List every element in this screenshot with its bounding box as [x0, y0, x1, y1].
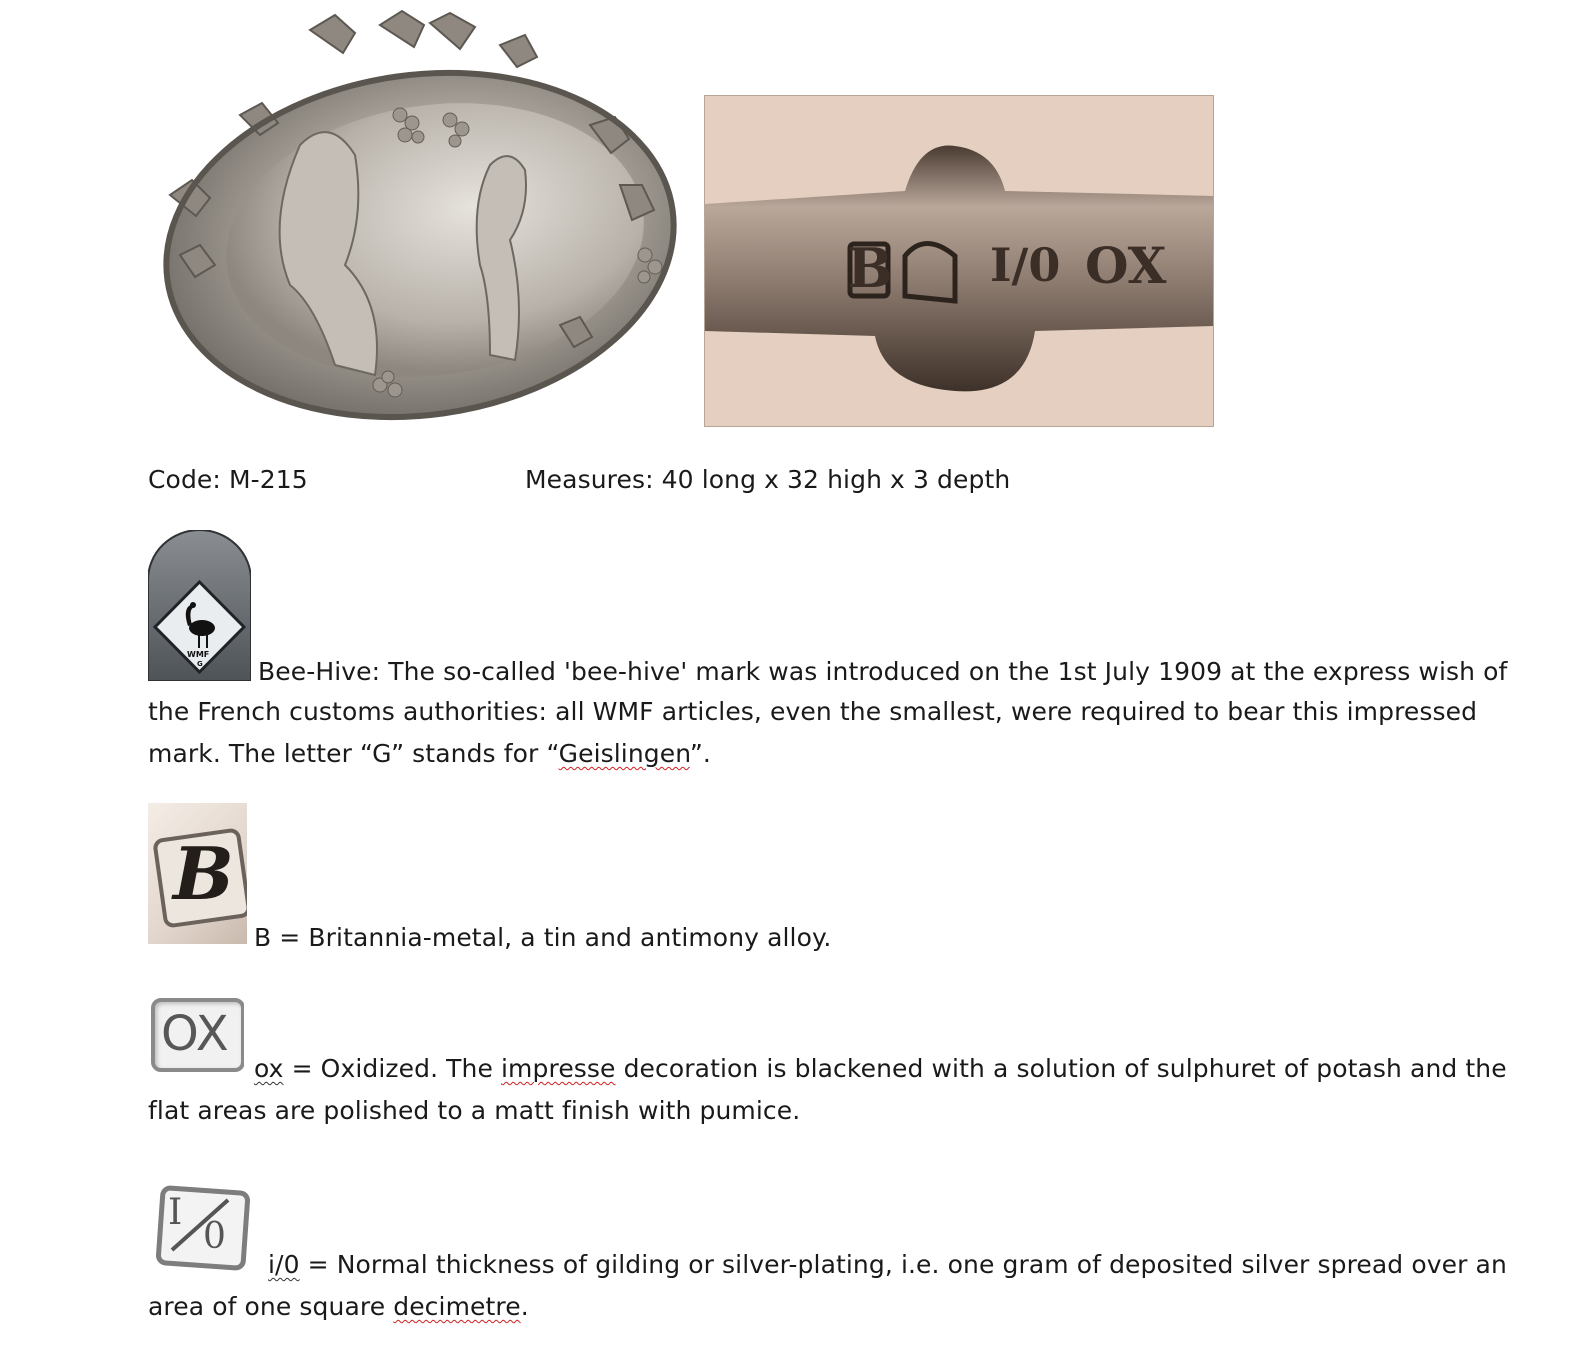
i0-line-2-post: . — [520, 1292, 529, 1321]
bee-hive-line-2: the French customs authorities: all WMF articles, even the smallest, were required to bear this impressed — [148, 697, 1478, 726]
ox-line-1 — [254, 1048, 1507, 1090]
ox-mark — [148, 993, 244, 1073]
ox-line-1-a: = Oxidized. The — [283, 1054, 502, 1083]
b-mark-glyph: B — [173, 831, 234, 916]
measures-label: Measures: 40 long x 32 high x 3 depth — [525, 465, 1011, 494]
ox-line-2: flat areas are polished to a matt finish with pumice. — [148, 1096, 801, 1125]
bee-hive-line-3 — [148, 733, 711, 775]
b-mark — [148, 803, 247, 944]
bee-hive-line-3-post: ”. — [689, 739, 711, 768]
geislingen-word: Geislingen — [558, 739, 690, 768]
decimetre-word: decimetre — [393, 1292, 521, 1321]
bee-hive-logo-text: WMF — [187, 650, 210, 659]
code-label: Code: M-215 — [148, 465, 308, 494]
ox-abbr: ox — [254, 1054, 284, 1083]
i0-slash — [150, 1180, 254, 1272]
i0-line-2-pre: area of one square — [148, 1292, 394, 1321]
i0-mark — [150, 1180, 254, 1272]
i0-abbr: i/0 — [268, 1250, 300, 1279]
ox-mark-glyph: OX — [161, 1006, 229, 1062]
stamp-letter-i0: I/0 — [990, 238, 1061, 292]
i0-line-2 — [148, 1286, 529, 1328]
i0-line-1-text: = Normal thickness of gilding or silver-plating, i.e. one gram of deposited silver spread over an — [299, 1250, 1507, 1279]
i0-line-1 — [268, 1244, 1507, 1286]
stamp-letter-b: B — [847, 236, 893, 300]
silver-tray-photo — [150, 5, 685, 425]
impresse-word: impresse — [501, 1054, 616, 1083]
bee-hive-logo-sub: G — [197, 660, 203, 668]
bee-hive-ostrich-mark — [148, 530, 251, 681]
i0-mark-glyph-i: I — [168, 1192, 183, 1233]
bee-hive-line-1: Bee-Hive: The so-called 'bee-hive' mark was introduced on the 1st July 1909 at the express wish of — [258, 657, 1508, 686]
hallmark-stamp-photo — [704, 95, 1214, 427]
b-mark-description: B = Britannia-metal, a tin and antimony alloy. — [254, 923, 832, 952]
bee-hive-line-3-pre: mark. The letter “G” stands for “ — [148, 739, 559, 768]
ox-line-1-b: decoration is blackened with a solution of sulphuret of potash and the — [615, 1054, 1507, 1083]
stamp-letter-ox: OX — [1085, 236, 1167, 295]
i0-mark-glyph-0: 0 — [203, 1216, 226, 1257]
